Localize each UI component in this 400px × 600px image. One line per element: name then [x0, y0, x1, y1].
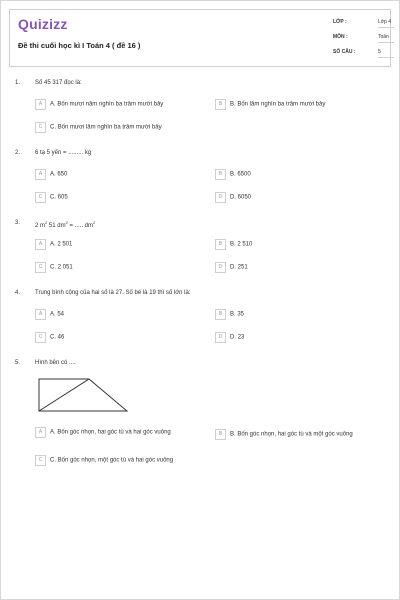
option-text: A. 650 — [50, 171, 68, 178]
option-3c[interactable] — [35, 262, 73, 273]
meta-label: MÔN : — [333, 34, 348, 40]
text-part: 2 m — [35, 223, 46, 229]
option-text: B. Bốn góc nhọn, hai góc tù và một góc vuông — [230, 431, 353, 438]
meta-label: SỐ CÂU : — [333, 49, 356, 55]
superscript: 2 — [93, 220, 96, 225]
text-part: 51 dm — [47, 223, 66, 229]
option-text: D. 23 — [230, 334, 245, 341]
option-text: C. Bốn góc nhọn, một góc tù và hai góc vuông — [50, 457, 174, 464]
meta-panel — [333, 17, 393, 62]
question-number: 2. — [15, 150, 21, 156]
option-text: C. 46 — [50, 334, 65, 341]
option-4a[interactable] — [35, 309, 64, 320]
option-4b[interactable] — [215, 309, 244, 320]
option-letter-box: A — [35, 309, 46, 320]
option-letter-box: C — [35, 455, 46, 466]
option-text: B. 6500 — [230, 171, 251, 178]
question-text: Hình bên có .... — [35, 360, 76, 366]
header-box — [9, 9, 391, 67]
option-text: D. 6050 — [230, 194, 252, 201]
meta-row-class — [333, 17, 393, 32]
option-1a[interactable] — [35, 99, 163, 110]
option-letter-box: A — [35, 99, 46, 110]
meta-value: Toán — [378, 34, 394, 43]
option-1b[interactable] — [215, 99, 325, 110]
option-letter-box: D — [215, 262, 226, 273]
option-text: B. Bốn lăm nghìn ba trăm mười bảy — [230, 101, 326, 108]
question-number: 3. — [15, 220, 21, 226]
option-3d[interactable] — [215, 262, 248, 273]
option-3a[interactable] — [35, 239, 72, 250]
option-text: C. Bốn mươi lăm nghìn ba trăm mười bảy — [50, 124, 162, 131]
text-part: = ..... dm — [67, 223, 94, 229]
option-letter-box: C — [35, 332, 46, 343]
meta-value: 5 — [378, 49, 394, 58]
option-letter-box: B — [215, 429, 226, 440]
worksheet-title: Đề thi cuối học kì I Toán 4 ( đề 16 ) — [18, 41, 141, 50]
superscript: 2 — [45, 220, 48, 225]
option-letter-box: A — [35, 427, 46, 438]
meta-value: Lớp 4 — [378, 19, 394, 28]
meta-row-subject — [333, 32, 393, 47]
trapezoid-diagonal — [39, 379, 89, 411]
option-1c[interactable] — [35, 122, 162, 133]
option-5a[interactable] — [35, 427, 171, 438]
option-letter-box: B — [215, 239, 226, 250]
question-text: Số 45 317 đọc là: — [35, 80, 82, 86]
question-text: Trung bình cộng của hai số là 27. Số bé là 19 thì số lớn là: — [35, 290, 191, 296]
question-text — [35, 220, 95, 229]
quizizz-logo: Quizizz — [18, 16, 68, 32]
trapezoid-figure — [35, 376, 131, 414]
option-letter-box: B — [215, 169, 226, 180]
option-text: A. Bốn mươi năm nghìn ba trăm mười bảy — [50, 101, 164, 108]
option-text: D. 251 — [230, 264, 248, 271]
meta-label: LỚP : — [333, 19, 347, 25]
option-2b[interactable] — [215, 169, 251, 180]
option-2d[interactable] — [215, 192, 251, 203]
question-number: 1. — [15, 80, 21, 86]
trapezoid-shape — [39, 379, 127, 411]
superscript: 2 — [65, 220, 68, 225]
option-4d[interactable] — [215, 332, 244, 343]
option-letter-box: C — [35, 262, 46, 273]
question-number: 5. — [15, 360, 21, 366]
option-letter-box: B — [215, 309, 226, 320]
option-5b[interactable] — [215, 429, 353, 440]
meta-row-count — [333, 47, 393, 62]
option-letter-box: C — [35, 122, 46, 133]
option-text: A. Bốn góc nhọn, hai góc tù và hai góc vuông — [50, 429, 171, 436]
option-4c[interactable] — [35, 332, 64, 343]
option-text: A. 54 — [50, 311, 65, 318]
option-text: A. 2 501 — [50, 241, 73, 248]
option-letter-box: D — [215, 332, 226, 343]
option-5c[interactable] — [35, 455, 173, 466]
option-text: B. 2 510 — [230, 241, 253, 248]
option-letter-box: D — [215, 192, 226, 203]
option-text: C. 2 051 — [50, 264, 73, 271]
option-3b[interactable] — [215, 239, 252, 250]
option-letter-box: A — [35, 239, 46, 250]
option-2a[interactable] — [35, 169, 67, 180]
question-text: 6 tạ 5 yến = ......... kg — [35, 150, 92, 156]
option-text: C. 605 — [50, 194, 68, 201]
question-number: 4. — [15, 290, 21, 296]
option-letter-box: A — [35, 169, 46, 180]
option-text: B. 35 — [230, 311, 245, 318]
option-2c[interactable] — [35, 192, 68, 203]
option-letter-box: C — [35, 192, 46, 203]
option-letter-box: B — [215, 99, 226, 110]
